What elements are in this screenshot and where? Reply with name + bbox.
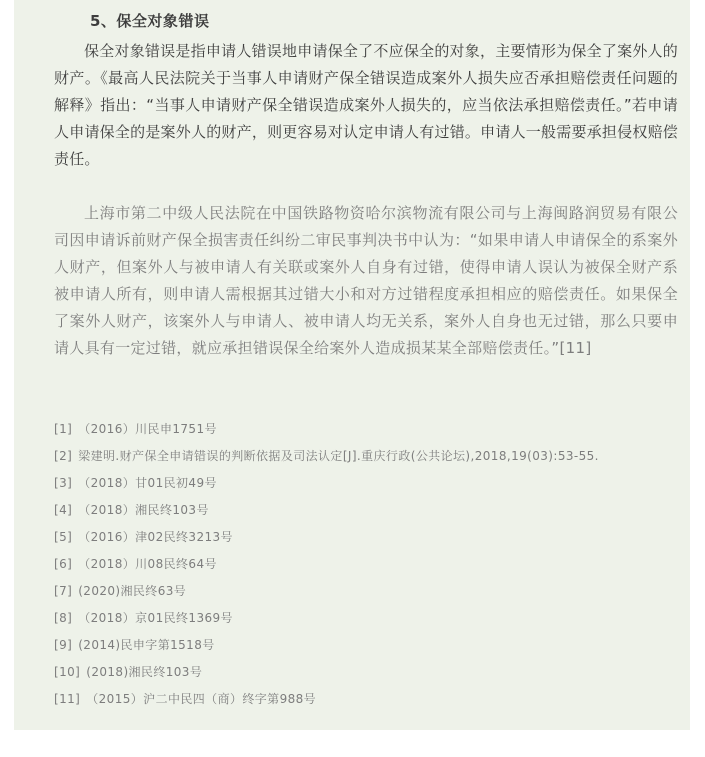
reference-text: （2018）京01民终1369号 [78, 611, 233, 625]
reference-number: [6] [54, 557, 73, 571]
reference-text: （2016）津02民终3213号 [78, 530, 233, 544]
paragraph-case-quote: 上海市第二中级人民法院在中国铁路物资哈尔滨物流有限公司与上海闽路润贸易有限公司因申请诉前财产保全损害责任纠纷二审民事判决书中认为：“如果申请人申请保全的系案外人财产，但案外人与被申请人有关联或案外人自身有过错，使得申请人误认为被保全财产系被申请人所有，则申请人需根据其过错大小和对方过错程度承担相应的赔偿责任。如果保全了案外人财产，该案外人与申请人、被申请人均无关系，案外人自身也无过错，那么只要申请人具有一定过错，就应承担错误保全给案外人造成损某某全部赔偿责任。”[11] [54, 204, 678, 357]
reference-number: [5] [54, 530, 73, 544]
reference-number: [10] [54, 665, 81, 679]
reference-text: (2014)民申字第1518号 [78, 638, 215, 652]
reference-item [54, 524, 694, 551]
reference-item [54, 659, 694, 686]
section-heading: 5、保全对象错误 [90, 12, 210, 30]
paragraph-object-error: 保全对象错误是指申请人错误地申请保全了不应保全的对象，主要情形为保全了案外人的财产。《最高人民法院关于当事人申请财产保全错误造成案外人损失应否承担赔偿责任问题的解释》指出：“当事人申请财产保全错误造成案外人损失的，应当依法承担赔偿责任。”若申请人申请保全的是案外人的财产，则更容易对认定申请人有过错。申请人一般需要承担侵权赔偿责任。 [54, 42, 678, 168]
reference-item [54, 551, 694, 578]
reference-item [54, 632, 694, 659]
reference-text: 梁建明.财产保全申请错误的判断依据及司法认定[J].重庆行政(公共论坛),2018,19(03):53-55. [78, 449, 599, 463]
reference-number: [11] [54, 692, 81, 706]
reference-text: （2015）沪二中民四（商）终字第988号 [86, 692, 317, 706]
reference-text: （2018）川08民终64号 [78, 557, 217, 571]
reference-item [54, 605, 694, 632]
reference-list [54, 416, 694, 713]
reference-number: [3] [54, 476, 73, 490]
reference-number: [1] [54, 422, 73, 436]
reference-text: (2018)湘民终103号 [86, 665, 203, 679]
article-panel [14, 0, 690, 730]
reference-item [54, 470, 694, 497]
reference-item [54, 497, 694, 524]
reference-number: [4] [54, 503, 73, 517]
reference-text: (2020)湘民终63号 [78, 584, 187, 598]
reference-text: （2018）甘01民初49号 [78, 476, 217, 490]
reference-item [54, 686, 694, 713]
reference-item [54, 443, 694, 470]
reference-number: [8] [54, 611, 73, 625]
reference-text: （2016）川民申1751号 [78, 422, 217, 436]
reference-item [54, 416, 694, 443]
reference-text: （2018）湘民终103号 [78, 503, 209, 517]
reference-number: [7] [54, 584, 73, 598]
reference-number: [2] [54, 449, 73, 463]
reference-number: [9] [54, 638, 73, 652]
reference-item [54, 578, 694, 605]
